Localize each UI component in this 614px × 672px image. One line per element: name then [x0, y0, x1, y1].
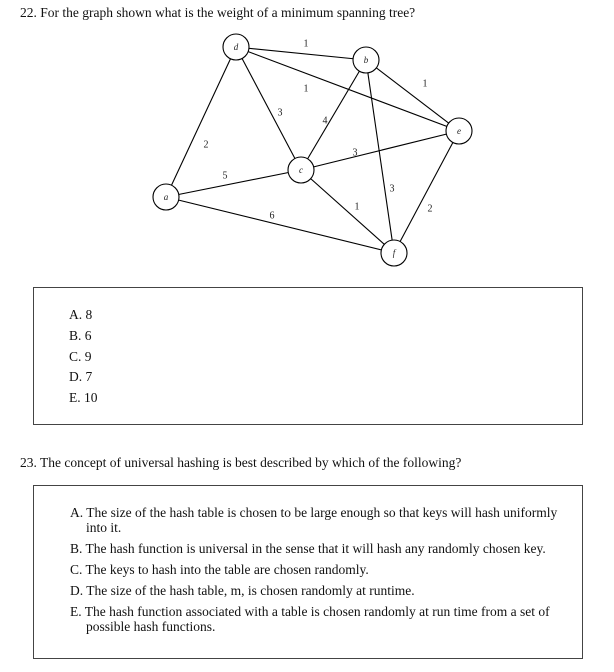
- graph-node-c: [288, 157, 314, 183]
- question-22-answer-box: [33, 287, 583, 425]
- edge-weight-a-f: 6: [269, 210, 275, 222]
- choice-23-e[interactable]: E. The hash function associated with a table is chosen randomly at run time from a set of possible hash functions.: [70, 604, 550, 634]
- edge-e-f: [394, 131, 459, 253]
- edge-weight-a-d: 2: [203, 139, 209, 151]
- graph-node-a: [153, 184, 179, 210]
- edge-d-b: [236, 47, 366, 60]
- node-label-c: c: [299, 165, 303, 175]
- node-label-e: e: [457, 126, 461, 136]
- choice-22-d[interactable]: D. 7: [69, 369, 93, 385]
- choice-22-a[interactable]: A. 8: [69, 307, 93, 322]
- graph-node-e: [446, 118, 472, 144]
- graph-diagram: [0, 0, 614, 290]
- graph-node-d: [223, 34, 249, 60]
- edge-weight-d-c: 3: [277, 107, 283, 119]
- edge-a-c: [166, 170, 301, 197]
- edge-weight-d-e: 1: [303, 83, 309, 95]
- node-label-f: f: [392, 248, 396, 258]
- graph-node-b: [353, 47, 379, 73]
- node-label-b: b: [363, 55, 369, 65]
- edge-weight-b-e: 1: [422, 78, 428, 90]
- edge-weight-c-f: 1: [354, 201, 360, 213]
- edge-weight-e-f: 2: [427, 203, 433, 215]
- choice-23-d[interactable]: D. The size of the hash table, m, is chosen randomly at runtime.: [70, 583, 415, 598]
- choice-23-b[interactable]: B. The hash function is universal in the sense that it will hash any randomly chosen key.: [70, 541, 546, 556]
- choice-22-e[interactable]: E. 10: [69, 390, 98, 406]
- choice-23-a[interactable]: A. The size of the hash table is chosen to be large enough so that keys will hash uniformly into it.: [70, 505, 558, 535]
- graph-node-f: [381, 240, 407, 266]
- question-23-text: 23. The concept of universal hashing is best described by which of the following?: [20, 455, 462, 470]
- question-23-choices: [70, 505, 570, 640]
- edge-weight-b-f: 3: [389, 183, 395, 195]
- question-23-answer-box: [33, 485, 583, 659]
- choice-22-c[interactable]: C. 9: [69, 348, 92, 364]
- edge-b-e: [366, 60, 459, 131]
- edge-a-f: [166, 197, 394, 253]
- choice-23-c[interactable]: C. The keys to hash into the table are chosen randomly.: [70, 562, 369, 577]
- edge-weight-c-e: 3: [352, 147, 358, 159]
- node-label-a: a: [163, 192, 169, 202]
- edge-c-e: [301, 131, 459, 170]
- edge-b-f: [366, 60, 394, 253]
- question-22-text: 22. For the graph shown what is the weight of a minimum spanning tree?: [20, 5, 416, 20]
- edge-d-c: [236, 47, 301, 170]
- question-22-choices: [69, 305, 98, 409]
- edge-weight-b-c: 4: [322, 115, 328, 127]
- edge-weight-d-b: 1: [303, 38, 309, 50]
- choice-22-b[interactable]: B. 6: [69, 327, 92, 343]
- edge-weight-a-c: 5: [222, 170, 228, 182]
- edge-c-f: [301, 170, 394, 253]
- node-label-d: d: [233, 42, 239, 52]
